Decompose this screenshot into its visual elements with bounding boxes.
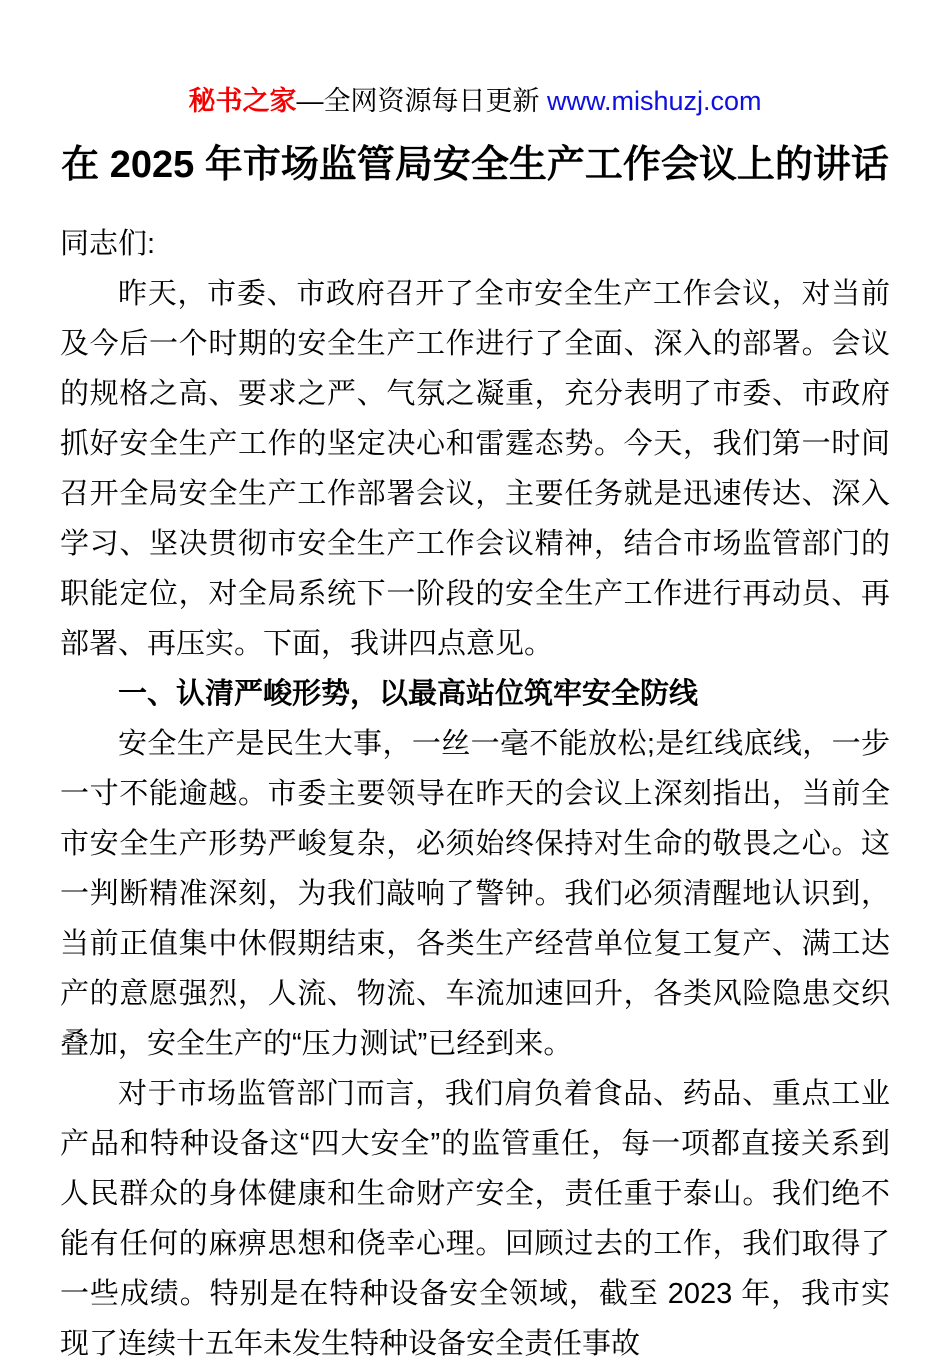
site-brand: 秘书之家 <box>188 86 297 116</box>
site-url-link[interactable]: www.mishuzj.com <box>546 86 762 116</box>
section-heading-1: 一、认清严峻形势，以最高站位筑牢安全防线 <box>118 678 699 711</box>
paragraph-opening: 昨天，市委、市政府召开了全市安全生产工作会议，对当前及今后一个时期的安全生产工作进行了全面、深入的部署。会议的规格之高、要求之严、气氛之凝重，充分表明了市委、市政府抓好安全生产工作的坚定决心和雷霆态势。今天，我们第一时间召开全局安全生产工作部署会议，主要任务就是迅速传达、深入学习、坚决贯彻市安全生产工作会议精神，结合市场监管部门的职能定位，对全局系统下一阶段的安全生产工作进行再动员、再部署、再压实。下面，我讲四点意见。 <box>60 278 890 661</box>
site-tagline: 全网资源每日更新 <box>323 86 547 116</box>
document-title: 在 2025 年市场监管局安全生产工作会议上的讲话 <box>61 144 889 186</box>
site-brand-separator-dash: — <box>296 86 324 116</box>
paragraph-responsibility: 对于市场监管部门而言，我们肩负着食品、药品、重点工业产品和特种设备这“四大安全”的监管重任，每一项都直接关系到人民群众的身体健康和生命财产安全，责任重于泰山。我们绝不能有任何的麻痹思想和侥幸心理。回顾过去的工作，我们取得了一些成绩。特别是在特种设备安全领域，截至 2023 年，我市实现了连续十五年未发生特种设备安全责任事故 <box>60 1078 890 1361</box>
site-header <box>60 84 890 118</box>
document-body <box>60 219 890 1369</box>
document-page <box>60 0 890 1369</box>
paragraph-situation: 安全生产是民生大事，一丝一毫不能放松;是红线底线，一步一寸不能逾越。市委主要领导在昨天的会议上深刻指出，当前全市安全生产形势严峻复杂，必须始终保持对生命的敬畏之心。这一判断精准深刻，为我们敲响了警钟。我们必须清醒地认识到，当前正值集中休假期结束，各类生产经营单位复工复产、满工达产的意愿强烈，人流、物流、车流加速回升，各类风险隐患交织叠加，安全生产的“压力测试”已经到来。 <box>60 728 890 1061</box>
salutation: 同志们: <box>60 228 156 261</box>
